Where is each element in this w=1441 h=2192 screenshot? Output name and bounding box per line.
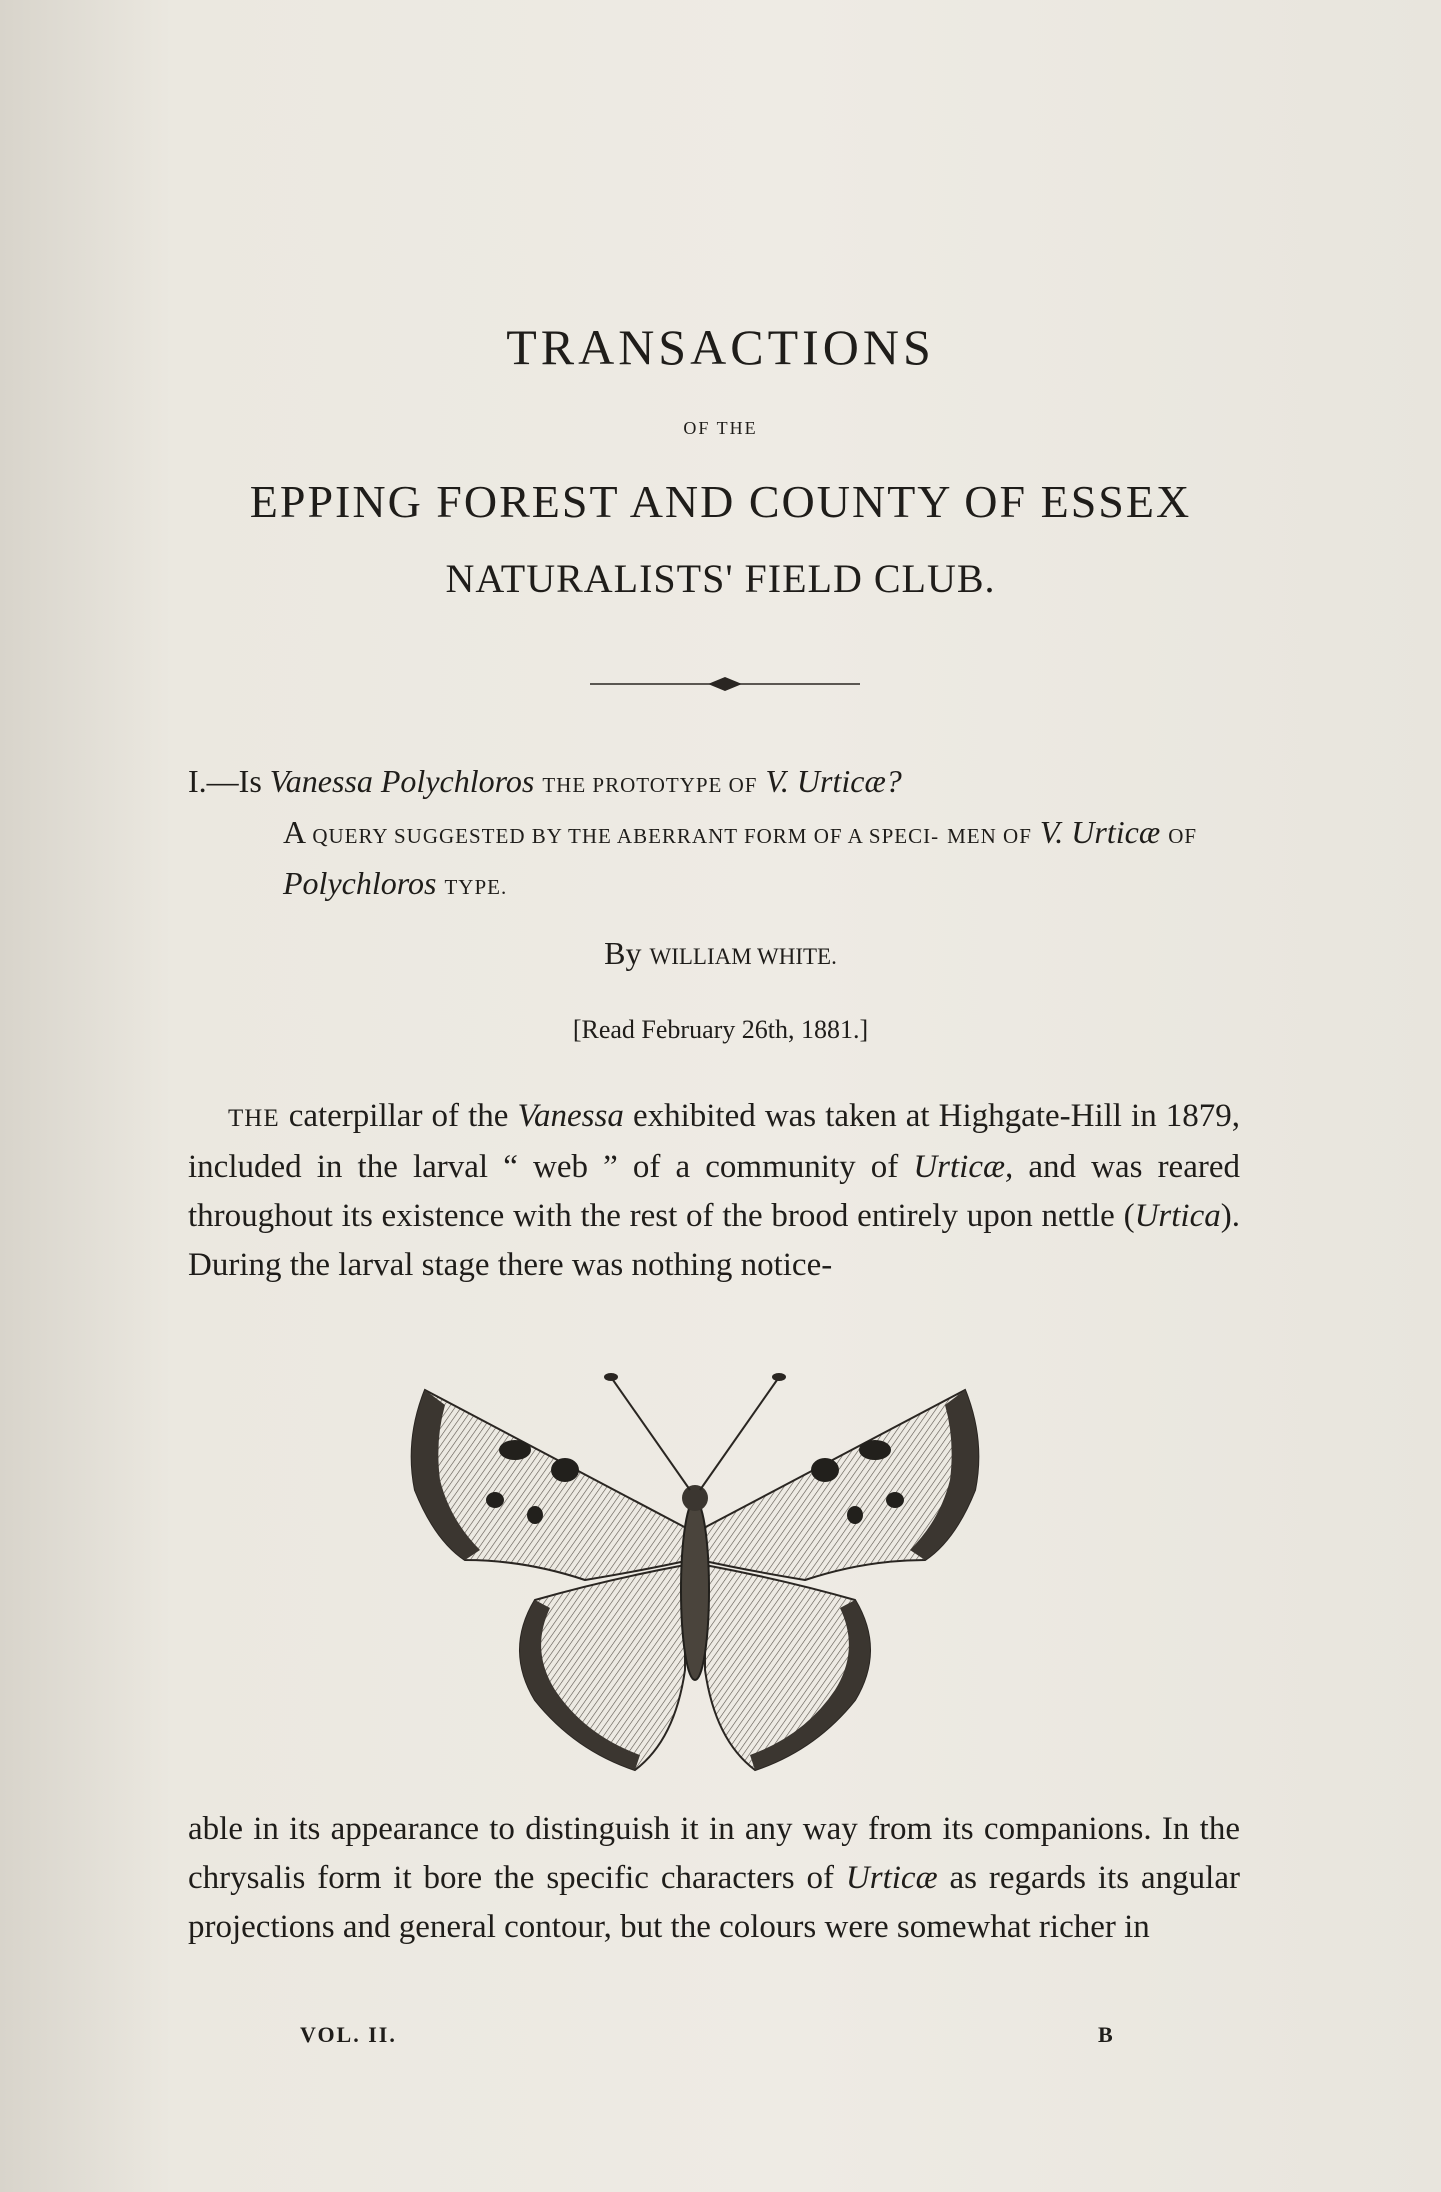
read-date: [Read February 26th, 1881.]	[572, 1015, 869, 1044]
title-of: OF	[1168, 824, 1198, 848]
title-vanessa-polychloros: Vanessa Polychloros	[269, 763, 535, 799]
p2-urticae: Urticæ	[845, 1860, 938, 1896]
dropcap-word: THE	[228, 1105, 280, 1132]
volume-label: VOL. II.	[300, 2022, 397, 2047]
article-number: I.—	[188, 763, 239, 799]
title-query: QUERY SUGGESTED BY THE ABERRANT FORM OF A SPECI-	[312, 824, 940, 848]
title-polychloros: Polychloros	[283, 865, 437, 901]
byline-by: By	[604, 935, 642, 971]
p1-text-d: ). During the larval stage there was nothing notice-	[188, 1198, 1240, 1283]
p2-text-a: able in its appearance to distinguish it in any way from its companions. In the chrysalis form it bore the specific characters of	[188, 1811, 1240, 1896]
of-the-label: OF THE	[683, 418, 758, 438]
title-is: Is	[238, 763, 262, 799]
club-name-line2: NATURALISTS' FIELD CLUB.	[445, 556, 996, 601]
p1-urticae: Urticæ,	[913, 1149, 1014, 1185]
p1-text-b: exhibited was taken at Highgate-Hill in 1879, included in the larval “ web ” of a community of	[188, 1098, 1241, 1185]
title-continuation	[188, 809, 1248, 911]
author-name: WILLIAM WHITE.	[649, 944, 837, 969]
signature-mark: B	[1098, 2022, 1115, 2047]
title-v-urticae-2: V. Urticæ	[1039, 814, 1161, 850]
journal-title: TRANSACTIONS	[506, 319, 935, 375]
title-men-of: MEN OF	[947, 824, 1032, 848]
p2-text-b: as regards its angular projections and general contour, but the colours were somewhat richer in	[188, 1860, 1240, 1945]
title-prototype: THE PROTOTYPE OF	[542, 773, 758, 797]
butterfly-illustration	[385, 1350, 1005, 1790]
byline	[0, 935, 1441, 972]
title-v-urticae: V. Urticæ?	[765, 763, 902, 799]
p1-text-c: and was reared throughout its existence with the rest of the brood entirely upon nettle (	[188, 1149, 1240, 1234]
paragraph-2	[188, 1805, 1240, 1952]
p1-text-a: caterpillar of the	[288, 1098, 509, 1134]
title-a: A	[283, 814, 305, 850]
club-name-line1: EPPING FOREST AND COUNTY OF ESSEX	[249, 476, 1192, 527]
article-title	[188, 758, 1248, 911]
title-type: TYPE.	[444, 875, 508, 899]
p1-urtica: Urtica	[1134, 1198, 1221, 1234]
paragraph-1	[188, 1092, 1240, 1290]
ornament-divider	[590, 674, 860, 694]
p1-vanessa: Vanessa	[517, 1098, 624, 1134]
